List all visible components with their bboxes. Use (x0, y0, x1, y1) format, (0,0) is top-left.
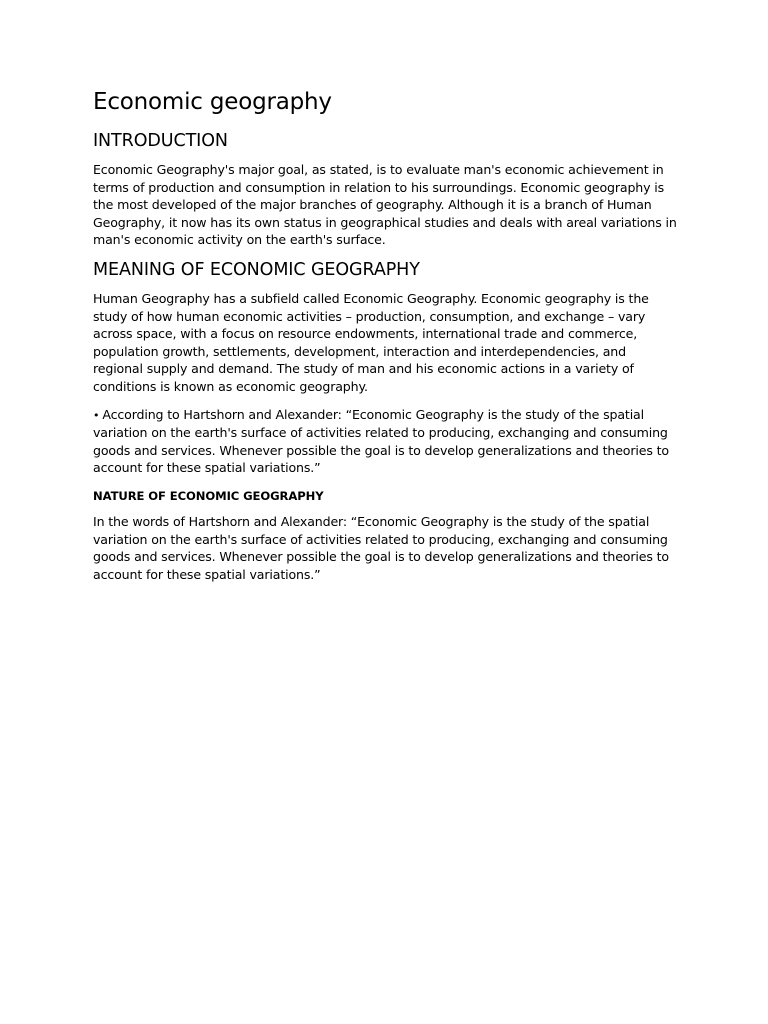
meaning-paragraph: Human Geography has a subfield called Economic Geography. Economic geography is the study of how human economic activities – production, consumption, and exchange – vary across space, with a focus on resource endowments, international trade and commerce, population growth, settlements, development, interaction and interdependencies, and regional supply and demand. The study of man and his economic actions in a variety of conditions is known as economic geography. (93, 290, 649, 394)
nature-paragraph: In the words of Hartshorn and Alexander: “Economic Geography is the study of the spatial variation on the earth's surface of activities related to producing, exchanging and consuming goods and services. Whenever possible the goal is to develop generalizations and theories to account for these spatial variations.” (93, 513, 669, 582)
introduction-paragraph: Economic Geography's major goal, as stated, is to evaluate man's economic achievement in terms of production and consumption in relation to his surroundings. Economic geography is the most developed of the major branches of geography. Although it is a branch of Human Geography, it now has its own status in geographical studies and deals with areal variations in man's economic activity on the earth's surface. (93, 162, 677, 248)
quote-list-item (93, 406, 678, 477)
introduction-heading: INTRODUCTION (93, 131, 228, 151)
meaning-heading: MEANING OF ECONOMIC GEOGRAPHY (93, 259, 420, 280)
document-page (93, 88, 678, 591)
quote-text: According to Hartshorn and Alexander: “Economic Geography is the study of the spatial variation on the earth's surface of activities related to producing, exchanging and consuming goods and services. Whenever possible the goal is to develop generalizations and theories to account for these spatial variations.” (93, 406, 669, 476)
bullet-icon: • (93, 408, 100, 422)
nature-heading: NATURE OF ECONOMIC GEOGRAPHY (93, 488, 324, 503)
document-title: Economic geography (93, 89, 332, 115)
